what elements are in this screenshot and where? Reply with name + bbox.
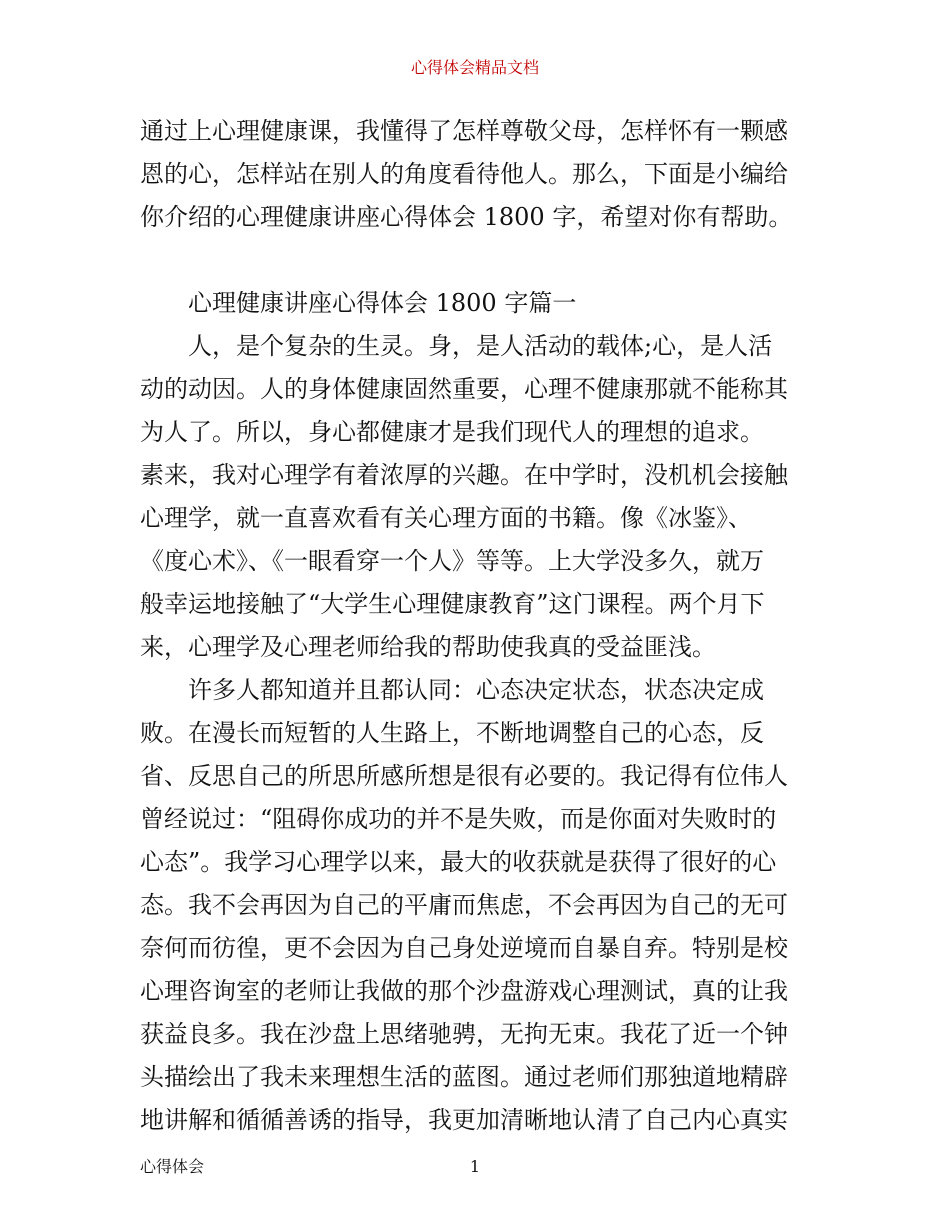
text-line: 省、反思自己的所思所感所想是很有必要的。我记得有位伟人	[140, 762, 788, 790]
text-line: 曾经说过：“阻碍你成功的并不是失败，而是你面对失败时的	[140, 805, 777, 833]
text-line: 头描绘出了我未来理想生活的蓝图。通过老师们那独道地精辟	[140, 1063, 788, 1091]
page-header-title: 心得体会精品文档	[410, 58, 539, 77]
paragraph-1	[140, 325, 815, 669]
text-line: 通过上心理健康课，我懂得了怎样尊敬父母，怎样怀有一颗感	[140, 117, 788, 145]
text-line: 态。我不会再因为自己的平庸而焦虑，不会再因为自己的无可	[140, 891, 788, 919]
section-title-text: 心理健康讲座心得体会 1800 字篇一	[140, 289, 577, 317]
text-line: 败。在漫长而短暂的人生路上，不断地调整自己的心态，反	[140, 719, 764, 747]
text-line: 动的动因。人的身体健康固然重要，心理不健康那就不能称其	[140, 375, 788, 403]
section-title	[140, 282, 815, 325]
text-line: 来，心理学及心理老师给我的帮助使我真的受益匪浅。	[140, 633, 716, 661]
text-line: 人，是个复杂的生灵。身，是人活动的载体;心，是人活	[140, 332, 773, 360]
page-number: 1	[469, 1157, 481, 1176]
text-line: 获益良多。我在沙盘上思绪驰骋，无拘无束。我花了近一个钟	[140, 1020, 788, 1048]
text-line: 地讲解和循循善诱的指导，我更加清晰地认清了自己内心真实	[140, 1106, 788, 1134]
text-line: 心理咨询室的老师让我做的那个沙盘游戏心理测试，真的让我	[140, 977, 788, 1005]
intro-paragraph	[140, 110, 815, 239]
paragraph-spacer	[140, 239, 815, 282]
text-line: 为人了。所以，身心都健康才是我们现代人的理想的追求。	[140, 418, 764, 446]
text-line: 你介绍的心理健康讲座心得体会 1800 字，希望对你有帮助。	[140, 203, 793, 231]
text-line: 般幸运地接触了“大学生心理健康教育”这门课程。两个月下	[140, 590, 765, 618]
text-line: 心理学，就一直喜欢看有关心理方面的书籍。像《冰鉴》、	[140, 504, 752, 532]
text-line: 《度心术》、《一眼看穿一个人》等等。上大学没多久，就万	[140, 547, 764, 575]
text-line: 心态”。我学习心理学以来，最大的收获就是获得了很好的心	[140, 848, 777, 876]
text-line: 奈何而彷徨，更不会因为自己身处逆境而自暴自弃。特别是校	[140, 934, 788, 962]
text-line: 素来，我对心理学有着浓厚的兴趣。在中学时，没机机会接触	[140, 461, 788, 489]
text-line: 恩的心，怎样站在别人的角度看待他人。那么，下面是小编给	[140, 160, 788, 188]
footer-label: 心得体会	[140, 1157, 205, 1176]
paragraph-2	[140, 669, 815, 1142]
document-body	[140, 110, 815, 1142]
text-line: 许多人都知道并且都认同：心态决定状态，状态决定成	[140, 676, 764, 704]
